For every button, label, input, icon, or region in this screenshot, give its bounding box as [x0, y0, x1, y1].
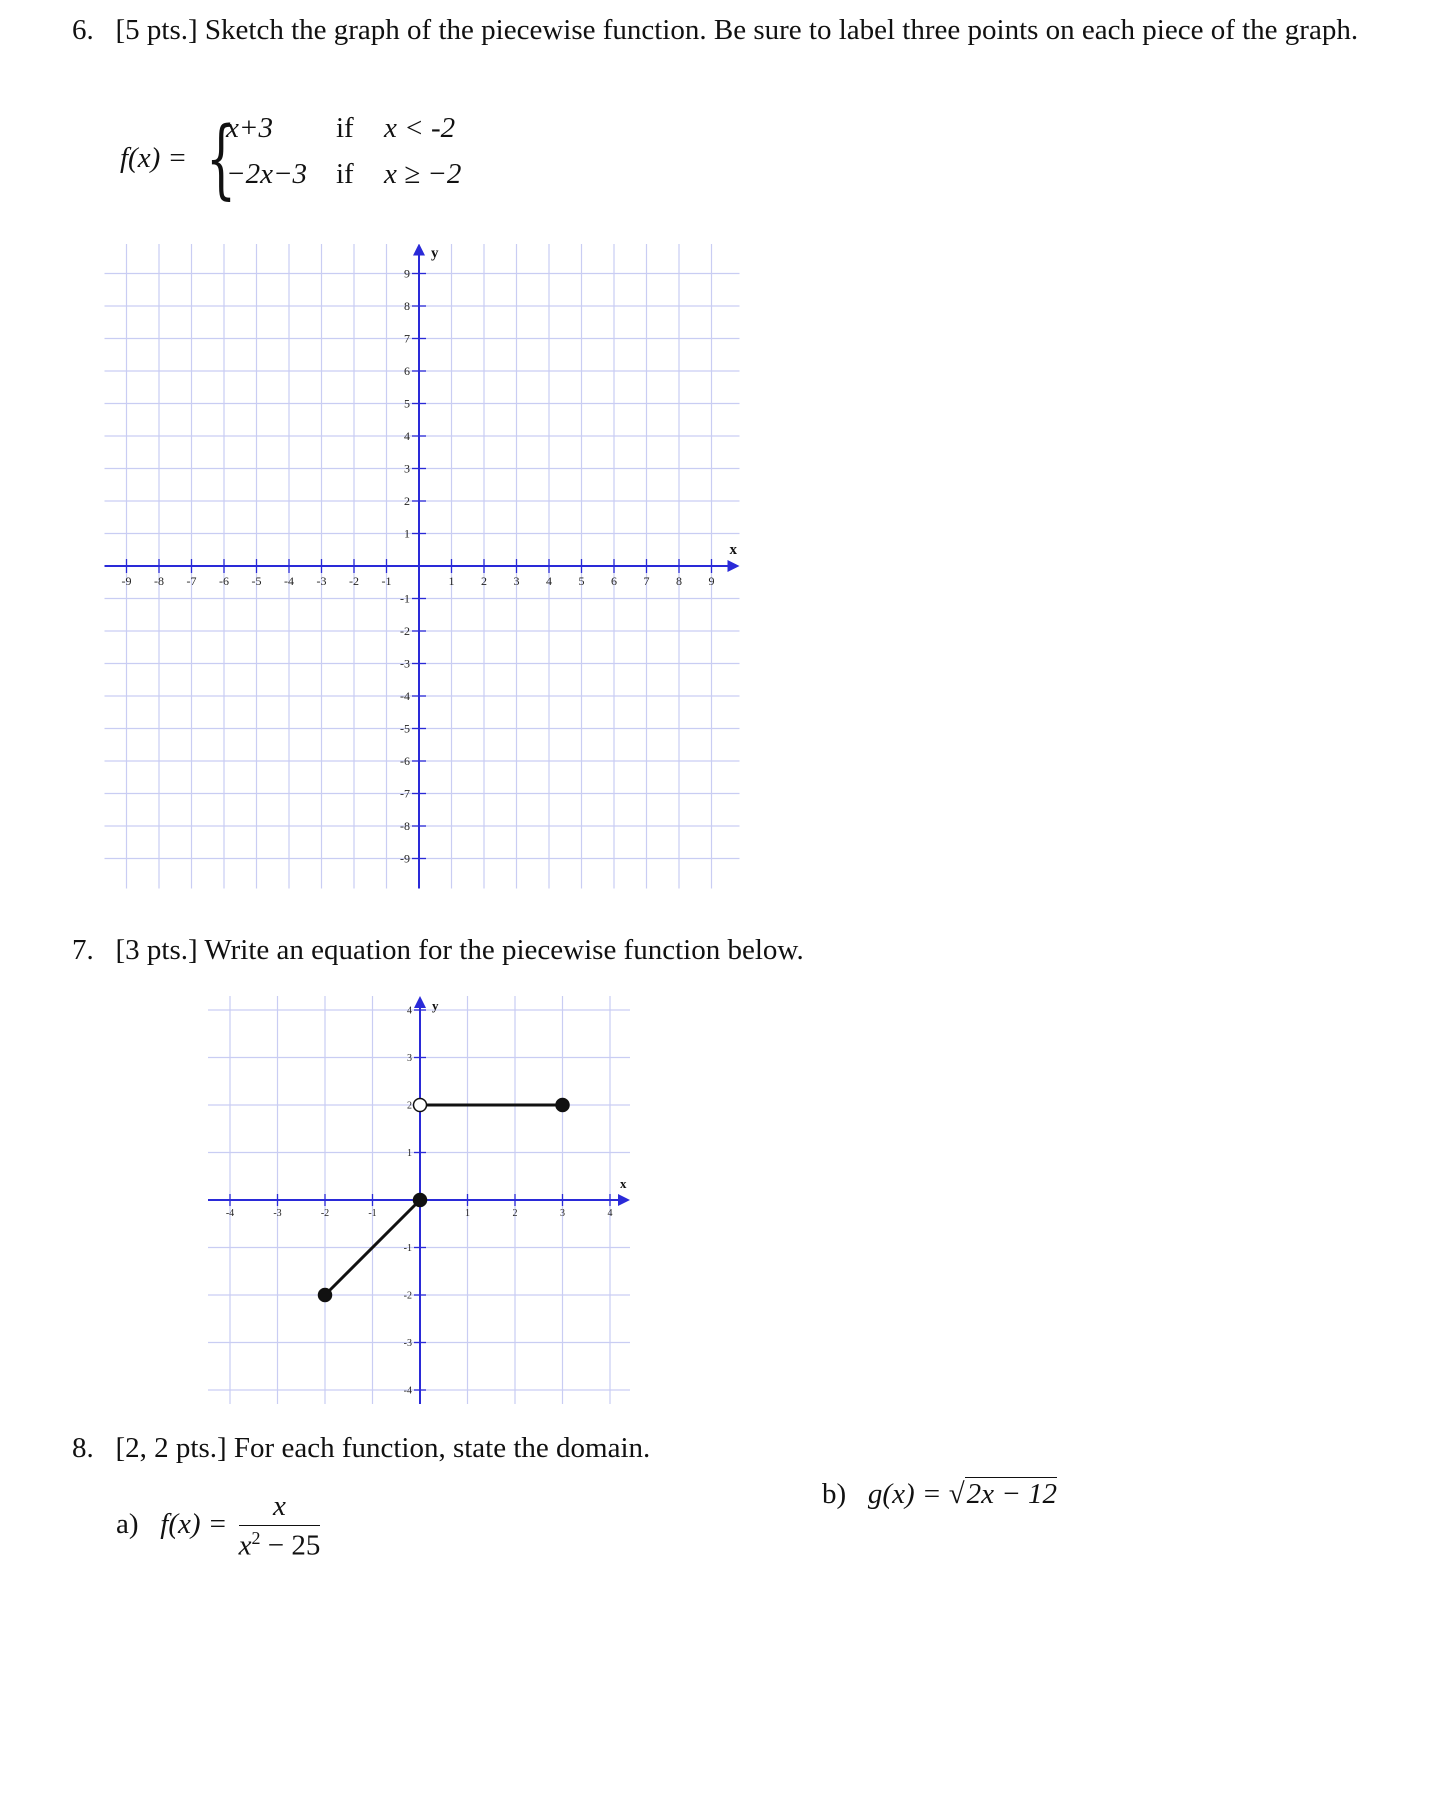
- question-points: [3 pts.]: [115, 934, 198, 966]
- y-tick-label: 1: [407, 1148, 412, 1159]
- closed-endpoint: [556, 1099, 569, 1112]
- question-7-prompt: [72, 934, 804, 967]
- question-number: 7.: [72, 934, 94, 966]
- y-tick-label: -2: [403, 1290, 412, 1302]
- y-tick-label: -1: [403, 1243, 412, 1254]
- y-tick-label: -3: [400, 656, 410, 671]
- piece-2-if: if: [336, 158, 354, 190]
- open-endpoint: [414, 1099, 427, 1112]
- function-name: f(x) =: [120, 142, 188, 174]
- closed-endpoint: [319, 1289, 332, 1302]
- y-tick-label: 3: [404, 461, 410, 476]
- piece-2-expression: −2x−3: [226, 158, 308, 190]
- x-tick-label: -1: [368, 1208, 377, 1219]
- question-points: [2, 2 pts.]: [115, 1432, 227, 1464]
- x-tick-label: -2: [320, 1208, 330, 1219]
- x-tick-label: -8: [154, 574, 164, 588]
- closed-endpoint: [414, 1194, 427, 1207]
- x-tick-label: 8: [676, 574, 682, 588]
- part-a-label: a): [116, 1507, 139, 1540]
- y-tick-label: -4: [403, 1385, 412, 1397]
- question-text: Sketch the graph of the piecewise function. Be sure to label three points on each piece of the graph.: [204, 14, 1359, 46]
- y-tick-label: 4: [407, 1005, 412, 1017]
- left-brace: {: [206, 109, 237, 209]
- y-tick-label: -3: [403, 1338, 412, 1349]
- x-tick-label: -4: [284, 574, 294, 588]
- x-axis-arrow-icon: [618, 1194, 630, 1206]
- y-tick-label: -8: [400, 819, 410, 834]
- part-b-radicand: 2x − 12: [966, 1478, 1058, 1510]
- y-axis-label: y: [432, 998, 439, 1013]
- y-tick-label: 3: [407, 1053, 412, 1064]
- x-tick-label: 7: [643, 574, 650, 588]
- y-tick-label: 7: [404, 331, 410, 346]
- x-tick-label: 5: [578, 574, 585, 588]
- piece-1-condition: x < -2: [384, 112, 456, 144]
- y-tick-label: -6: [400, 754, 410, 769]
- y-tick-label: 2: [407, 1100, 412, 1112]
- part-a: [116, 1490, 320, 1563]
- blank-coordinate-grid[interactable]: [84, 244, 754, 889]
- question-8-prompt: [72, 1432, 650, 1465]
- y-tick-label: 2: [404, 494, 410, 509]
- part-b-function-name: g(x) =: [867, 1478, 942, 1510]
- piece-1: [226, 112, 455, 145]
- x-tick-label: 6: [611, 574, 617, 588]
- x-tick-label: 2: [481, 574, 487, 588]
- y-tick-label: -5: [400, 721, 410, 736]
- piece-2: [226, 158, 461, 191]
- x-tick-label: -1: [381, 574, 392, 588]
- x-tick-label: 9: [708, 574, 715, 588]
- den-rest: − 25: [260, 1529, 321, 1562]
- piecewise-definition: [120, 109, 480, 212]
- x-tick-label: -5: [251, 574, 262, 588]
- den-base: x: [238, 1529, 252, 1562]
- piece-1-expression: x+3: [226, 112, 273, 144]
- x-tick-label: 1: [465, 1208, 470, 1219]
- x-tick-label: 4: [607, 1208, 613, 1219]
- part-a-fraction: [239, 1490, 321, 1563]
- y-tick-label: 5: [404, 396, 410, 411]
- piece-2-condition: x ≥ −2: [384, 158, 462, 190]
- question-text: For each function, state the domain.: [233, 1432, 651, 1464]
- question-points: [5 pts.]: [115, 14, 198, 46]
- piece-1-if: if: [336, 112, 354, 144]
- y-axis-label: y: [431, 245, 439, 262]
- y-tick-label: 6: [404, 364, 410, 379]
- x-axis-arrow-icon: [728, 560, 740, 572]
- y-tick-label: -2: [400, 624, 410, 639]
- x-axis-label: x: [729, 542, 737, 558]
- y-tick-label: -9: [400, 851, 410, 866]
- x-tick-label: 4: [546, 574, 552, 588]
- x-tick-label: -3: [316, 574, 327, 588]
- part-b-label: b): [822, 1478, 847, 1510]
- piecewise-function-graph: [158, 990, 688, 1410]
- x-axis-label: x: [620, 1176, 627, 1191]
- question-text: Write an equation for the piecewise function below.: [204, 934, 804, 966]
- x-tick-label: -3: [273, 1208, 282, 1219]
- y-axis-arrow-icon: [413, 244, 425, 256]
- x-tick-label: 3: [560, 1208, 565, 1219]
- den-exponent: 2: [251, 1528, 261, 1548]
- question-6-prompt: [72, 14, 1358, 47]
- x-tick-label: -4: [225, 1208, 235, 1219]
- part-a-denominator: [239, 1526, 321, 1563]
- radical-sign: √: [948, 1478, 965, 1510]
- question-number: 8.: [72, 1432, 94, 1464]
- y-tick-label: 9: [404, 266, 410, 281]
- x-tick-label: -2: [349, 574, 359, 588]
- x-tick-label: 2: [512, 1208, 518, 1219]
- x-tick-label: 3: [513, 574, 520, 588]
- y-tick-label: 1: [404, 526, 410, 541]
- question-number: 6.: [72, 14, 94, 46]
- y-axis-arrow-icon: [414, 996, 426, 1008]
- y-tick-label: -7: [400, 786, 410, 801]
- y-tick-label: 8: [404, 299, 410, 314]
- x-tick-label: -7: [186, 574, 197, 588]
- x-tick-label: -9: [121, 574, 132, 588]
- part-a-numerator: x: [239, 1490, 321, 1526]
- part-a-function-name: f(x) =: [160, 1507, 228, 1540]
- x-tick-label: -6: [219, 574, 229, 588]
- y-tick-label: -1: [400, 591, 410, 606]
- part-b: [822, 1478, 1057, 1511]
- x-tick-label: 1: [448, 574, 455, 588]
- y-tick-label: -4: [400, 689, 410, 704]
- y-tick-label: 4: [404, 429, 410, 444]
